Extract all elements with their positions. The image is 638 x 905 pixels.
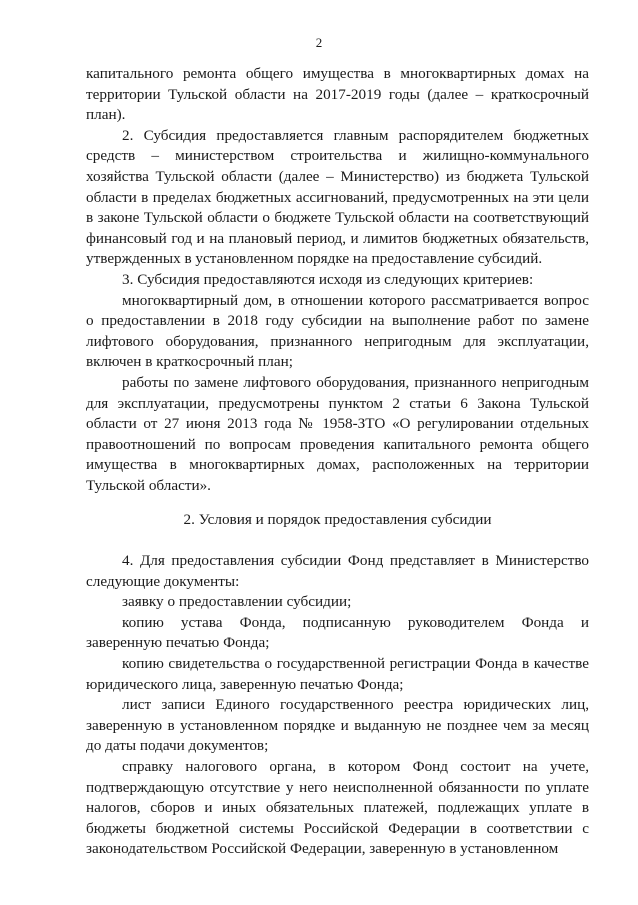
page-number: 2 [315,35,323,50]
paragraph-item-2: 2. Субсидия предоставляется главным распорядителем бюджетных средств – министерством строительства и жилищно-коммунального хозяйства Тульской области (далее – Министерство) из бюджета Тульской области в пределах бюджетных ассигнований, предусмотренных на эти цели в законе Тульской области о бюджете Тульской области на соответствующий финансовый год и на плановый период, и лимитов бюджетных обязательств, утвержденных в установленном порядке на предоставление субсидий. [86,126,589,268]
paragraph-continuation: капитального ремонта общего имущества в многоквартирных домах на территории Тульской области на 2017-2019 годы (далее – краткосрочный план). [86,65,589,124]
paragraph-criterion-1: многоквартирный дом, в отношении которого рассматривается вопрос о предоставлении в 2018 году субсидии на выполнение работ по замене лифтового оборудования, признанного непригодным для эксплуатации, включен в краткосрочный план; [86,291,589,371]
paragraph-item-3: 3. Субсидия предоставляются исходя из следующих критериев: [122,270,534,288]
document-list-item: лист записи Единого государственного реестра юридических лиц, заверенную в установленном порядке и выданную не позднее чем за месяц до даты подачи документов; [86,696,589,755]
document-list-item: заявку о предоставлении субсидии; [122,593,352,611]
document-list-item: копию свидетельства о государственной регистрации Фонда в качестве юридического лица, заверенную печатью Фонда; [86,655,589,693]
document-list-item: справку налогового органа, в котором Фонд состоит на учете, подтверждающую отсутствие у него неисполненной обязанности по уплате налогов, сборов и иных обязательных платежей, подлежащих уплате в бюджеты бюджетной системы Российской Федерации в соответствии с законодательством Российской Федерации, заверенную в установленном [86,758,589,858]
paragraph-criterion-2: работы по замене лифтового оборудования, признанного непригодным для эксплуатации, предусмотрены пунктом 2 статьи 6 Закона Тульской области от 27 июня 2013 года № 1958-ЗТО «О регулировании отдельных правоотношений по вопросам проведения капитального ремонта общего имущества в многоквартирных домах, расположенных на территории Тульской области». [86,373,589,494]
paragraph-item-4: 4. Для предоставления субсидии Фонд представляет в Министерство следующие документы: [86,552,589,590]
document-body [86,64,589,860]
section-heading: 2. Условия и порядок предоставления субсидии [183,511,492,529]
document-list-item: копию устава Фонда, подписанную руководителем Фонда и заверенную печатью Фонда; [86,613,589,652]
